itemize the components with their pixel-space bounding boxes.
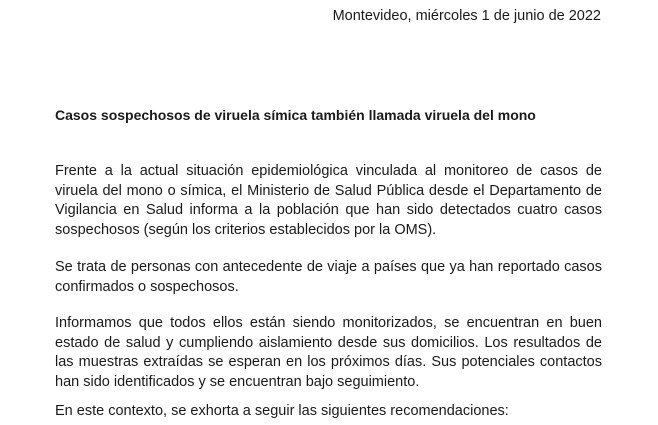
paragraph-situation: Frente a la actual situación epidemiológica vinculada al monitoreo de casos de viruela del mono o símica, el Ministerio de Salud Pública desde el Departamento de Vigilancia en Salud informa a la población que han sido detectados cuatro casos sospechosos (según los criterios establecidos por la OMS).	[55, 163, 602, 238]
paragraph-recommendations-intro: En este contexto, se exhorta a seguir las siguientes recomendaciones:	[55, 403, 509, 419]
dateline: Montevideo, miércoles 1 de junio de 2022	[332, 8, 601, 24]
document-title: Casos sospechosos de viruela símica también llamada viruela del mono	[55, 107, 536, 123]
paragraph-monitoring: Informamos que todos ellos están siendo monitorizados, se encuentran en buen estado de salud y cumpliendo aislamiento desde sus domicilios. Los resultados de las muestras extraídas se esperan en los próximos días. Sus potenciales contactos han sido identificados y se encuentran bajo seguimiento.	[55, 315, 602, 390]
paragraph-travel-history: Se trata de personas con antecedente de viaje a países que ya han reportado casos confirmados o sospechosos.	[55, 259, 602, 295]
